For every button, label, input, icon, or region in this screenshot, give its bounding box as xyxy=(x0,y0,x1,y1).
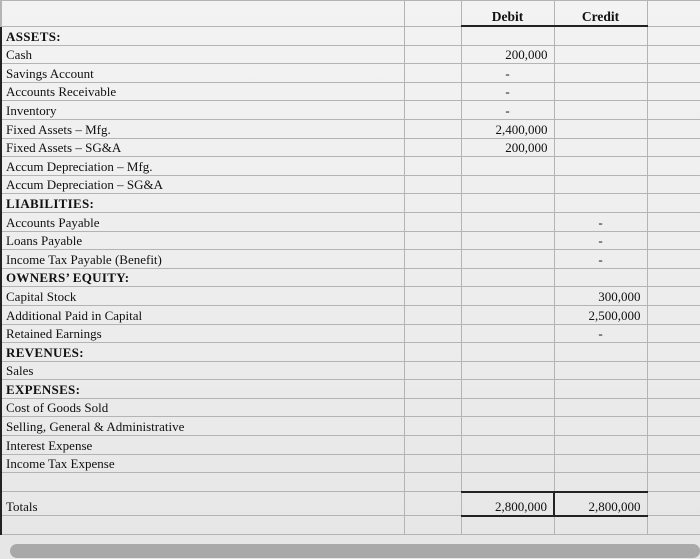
extra-cell[interactable] xyxy=(647,212,700,231)
spacer-cell[interactable] xyxy=(404,305,461,324)
account-label[interactable]: Capital Stock xyxy=(1,287,404,306)
account-label[interactable]: Income Tax Payable (Benefit) xyxy=(1,250,404,269)
spacer-cell[interactable] xyxy=(404,343,461,362)
credit-cell[interactable] xyxy=(554,194,647,213)
spacer-cell[interactable] xyxy=(404,492,461,516)
debit-cell[interactable]: - xyxy=(461,82,554,101)
spacer-cell[interactable] xyxy=(404,473,461,492)
spacer-cell[interactable] xyxy=(404,231,461,250)
credit-cell[interactable] xyxy=(554,454,647,473)
header-row xyxy=(1,1,700,27)
debit-cell[interactable] xyxy=(461,436,554,455)
account-label[interactable]: Selling, General & Administrative xyxy=(1,417,404,436)
debit-cell[interactable] xyxy=(461,417,554,436)
spacer-cell[interactable] xyxy=(404,175,461,194)
credit-cell[interactable]: - xyxy=(554,231,647,250)
spacer-cell[interactable] xyxy=(404,64,461,83)
spacer-cell[interactable] xyxy=(404,82,461,101)
spacer-cell[interactable] xyxy=(404,119,461,138)
extra-cell[interactable] xyxy=(647,231,700,250)
table-row xyxy=(1,250,700,269)
table-row xyxy=(1,398,700,417)
debit-cell[interactable] xyxy=(461,324,554,343)
debit-cell[interactable] xyxy=(461,516,554,535)
table-row xyxy=(1,157,700,176)
table-row xyxy=(1,101,700,120)
table-row xyxy=(1,324,700,343)
extra-cell[interactable] xyxy=(647,194,700,213)
account-label[interactable]: Accum Depreciation – SG&A xyxy=(1,175,404,194)
credit-cell[interactable] xyxy=(554,417,647,436)
debit-cell[interactable]: - xyxy=(461,64,554,83)
totals-row xyxy=(1,492,700,516)
credit-cell[interactable] xyxy=(554,361,647,380)
extra-cell[interactable] xyxy=(647,492,700,516)
spacer-cell[interactable] xyxy=(404,324,461,343)
extra-cell[interactable] xyxy=(647,324,700,343)
section-heading[interactable]: LIABILITIES: xyxy=(1,194,404,213)
credit-cell[interactable] xyxy=(554,45,647,64)
debit-cell[interactable] xyxy=(461,268,554,287)
spacer-cell[interactable] xyxy=(404,138,461,157)
credit-cell[interactable] xyxy=(554,175,647,194)
credit-cell[interactable]: - xyxy=(554,324,647,343)
table-row xyxy=(1,417,700,436)
spacer-cell[interactable] xyxy=(404,250,461,269)
spacer-cell[interactable] xyxy=(404,194,461,213)
extra-cell[interactable] xyxy=(647,436,700,455)
credit-cell[interactable] xyxy=(554,64,647,83)
credit-cell[interactable] xyxy=(554,119,647,138)
account-label[interactable]: Accum Depreciation – Mfg. xyxy=(1,157,404,176)
spacer-cell[interactable] xyxy=(404,398,461,417)
spacer-cell[interactable] xyxy=(404,516,461,535)
credit-cell[interactable]: 2,500,000 xyxy=(554,305,647,324)
account-label[interactable]: Additional Paid in Capital xyxy=(1,305,404,324)
debit-cell[interactable]: 200,000 xyxy=(461,138,554,157)
debit-cell[interactable] xyxy=(461,212,554,231)
credit-cell[interactable] xyxy=(554,436,647,455)
account-label[interactable]: Inventory xyxy=(1,101,404,120)
debit-cell[interactable] xyxy=(461,398,554,417)
debit-cell[interactable] xyxy=(461,26,554,45)
debit-header[interactable]: Debit xyxy=(461,1,554,27)
extra-cell[interactable] xyxy=(647,64,700,83)
spacer-cell[interactable] xyxy=(404,287,461,306)
table-row xyxy=(1,361,700,380)
extra-cell[interactable] xyxy=(647,305,700,324)
credit-header[interactable]: Credit xyxy=(554,1,647,27)
debit-cell[interactable] xyxy=(461,175,554,194)
debit-cell[interactable] xyxy=(461,454,554,473)
credit-cell[interactable] xyxy=(554,138,647,157)
extra-cell[interactable] xyxy=(647,138,700,157)
extra-cell[interactable] xyxy=(647,398,700,417)
debit-cell[interactable] xyxy=(461,287,554,306)
table-row xyxy=(1,380,700,399)
account-label[interactable]: Fixed Assets – Mfg. xyxy=(1,119,404,138)
table-row xyxy=(1,454,700,473)
table-row xyxy=(1,212,700,231)
spacer-cell[interactable] xyxy=(404,157,461,176)
credit-cell[interactable]: - xyxy=(554,250,647,269)
debit-cell[interactable]: - xyxy=(461,101,554,120)
debit-cell[interactable] xyxy=(461,305,554,324)
debit-cell[interactable] xyxy=(461,157,554,176)
credit-cell[interactable] xyxy=(554,343,647,362)
credit-cell[interactable]: 300,000 xyxy=(554,287,647,306)
credit-cell[interactable] xyxy=(554,268,647,287)
table-row xyxy=(1,64,700,83)
extra-cell[interactable] xyxy=(647,45,700,64)
extra-cell[interactable] xyxy=(647,343,700,362)
account-label[interactable]: Accounts Receivable xyxy=(1,82,404,101)
table-row xyxy=(1,436,700,455)
table-row xyxy=(1,194,700,213)
table-row xyxy=(1,343,700,362)
section-heading[interactable]: ASSETS: xyxy=(1,26,404,45)
credit-cell[interactable] xyxy=(554,380,647,399)
table-row xyxy=(1,82,700,101)
extra-cell[interactable] xyxy=(647,175,700,194)
account-label[interactable]: Income Tax Expense xyxy=(1,454,404,473)
debit-cell[interactable]: 200,000 xyxy=(461,45,554,64)
table-row xyxy=(1,287,700,306)
table-row xyxy=(1,305,700,324)
blank-row xyxy=(1,473,700,492)
debit-cell[interactable] xyxy=(461,250,554,269)
debit-cell[interactable] xyxy=(461,361,554,380)
extra-cell[interactable] xyxy=(647,361,700,380)
blank-label-cell[interactable] xyxy=(1,516,404,535)
account-label[interactable]: Retained Earnings xyxy=(1,324,404,343)
account-label[interactable]: Sales xyxy=(1,361,404,380)
totals-debit[interactable]: 2,800,000 xyxy=(461,492,554,516)
spacer-cell[interactable] xyxy=(404,361,461,380)
account-label[interactable]: Loans Payable xyxy=(1,231,404,250)
credit-cell[interactable] xyxy=(554,101,647,120)
table-row xyxy=(1,119,700,138)
table-row xyxy=(1,138,700,157)
extra-cell[interactable] xyxy=(647,473,700,492)
header-spacer-cell[interactable] xyxy=(404,1,461,27)
extra-cell[interactable] xyxy=(647,287,700,306)
table-row xyxy=(1,231,700,250)
debit-cell[interactable] xyxy=(461,194,554,213)
section-heading[interactable]: EXPENSES: xyxy=(1,380,404,399)
credit-cell[interactable]: - xyxy=(554,212,647,231)
spacer-cell[interactable] xyxy=(404,45,461,64)
spacer-cell[interactable] xyxy=(404,380,461,399)
header-label-cell[interactable] xyxy=(1,1,404,27)
extra-cell[interactable] xyxy=(647,26,700,45)
credit-cell[interactable] xyxy=(554,157,647,176)
extra-cell[interactable] xyxy=(647,417,700,436)
spacer-cell[interactable] xyxy=(404,212,461,231)
account-label[interactable]: Interest Expense xyxy=(1,436,404,455)
section-heading[interactable]: REVENUES: xyxy=(1,343,404,362)
account-label[interactable]: Savings Account xyxy=(1,64,404,83)
blank-label-cell[interactable] xyxy=(1,473,404,492)
horizontal-scrollbar[interactable] xyxy=(10,544,700,558)
header-extra-cell[interactable] xyxy=(647,1,700,27)
credit-cell[interactable] xyxy=(554,473,647,492)
credit-cell[interactable] xyxy=(554,516,647,535)
account-label[interactable]: Cost of Goods Sold xyxy=(1,398,404,417)
extra-cell[interactable] xyxy=(647,82,700,101)
blank-row xyxy=(1,516,700,535)
extra-cell[interactable] xyxy=(647,119,700,138)
table-row xyxy=(1,268,700,287)
extra-cell[interactable] xyxy=(647,516,700,535)
table-row xyxy=(1,175,700,194)
account-label[interactable]: Cash xyxy=(1,45,404,64)
spacer-cell[interactable] xyxy=(404,417,461,436)
extra-cell[interactable] xyxy=(647,157,700,176)
section-heading[interactable]: OWNERS’ EQUITY: xyxy=(1,268,404,287)
spacer-cell[interactable] xyxy=(404,454,461,473)
extra-cell[interactable] xyxy=(647,250,700,269)
account-label[interactable]: Fixed Assets – SG&A xyxy=(1,138,404,157)
spacer-cell[interactable] xyxy=(404,436,461,455)
debit-cell[interactable] xyxy=(461,343,554,362)
spacer-cell[interactable] xyxy=(404,26,461,45)
totals-label[interactable]: Totals xyxy=(1,492,404,516)
credit-cell[interactable] xyxy=(554,82,647,101)
debit-cell[interactable]: 2,400,000 xyxy=(461,119,554,138)
extra-cell[interactable] xyxy=(647,380,700,399)
extra-cell[interactable] xyxy=(647,101,700,120)
totals-credit[interactable]: 2,800,000 xyxy=(554,492,647,516)
extra-cell[interactable] xyxy=(647,268,700,287)
spacer-cell[interactable] xyxy=(404,268,461,287)
credit-cell[interactable] xyxy=(554,398,647,417)
credit-cell[interactable] xyxy=(554,26,647,45)
table-row xyxy=(1,26,700,45)
table-row xyxy=(1,45,700,64)
debit-cell[interactable] xyxy=(461,473,554,492)
debit-cell[interactable] xyxy=(461,231,554,250)
debit-cell[interactable] xyxy=(461,380,554,399)
spacer-cell[interactable] xyxy=(404,101,461,120)
account-label[interactable]: Accounts Payable xyxy=(1,212,404,231)
extra-cell[interactable] xyxy=(647,454,700,473)
